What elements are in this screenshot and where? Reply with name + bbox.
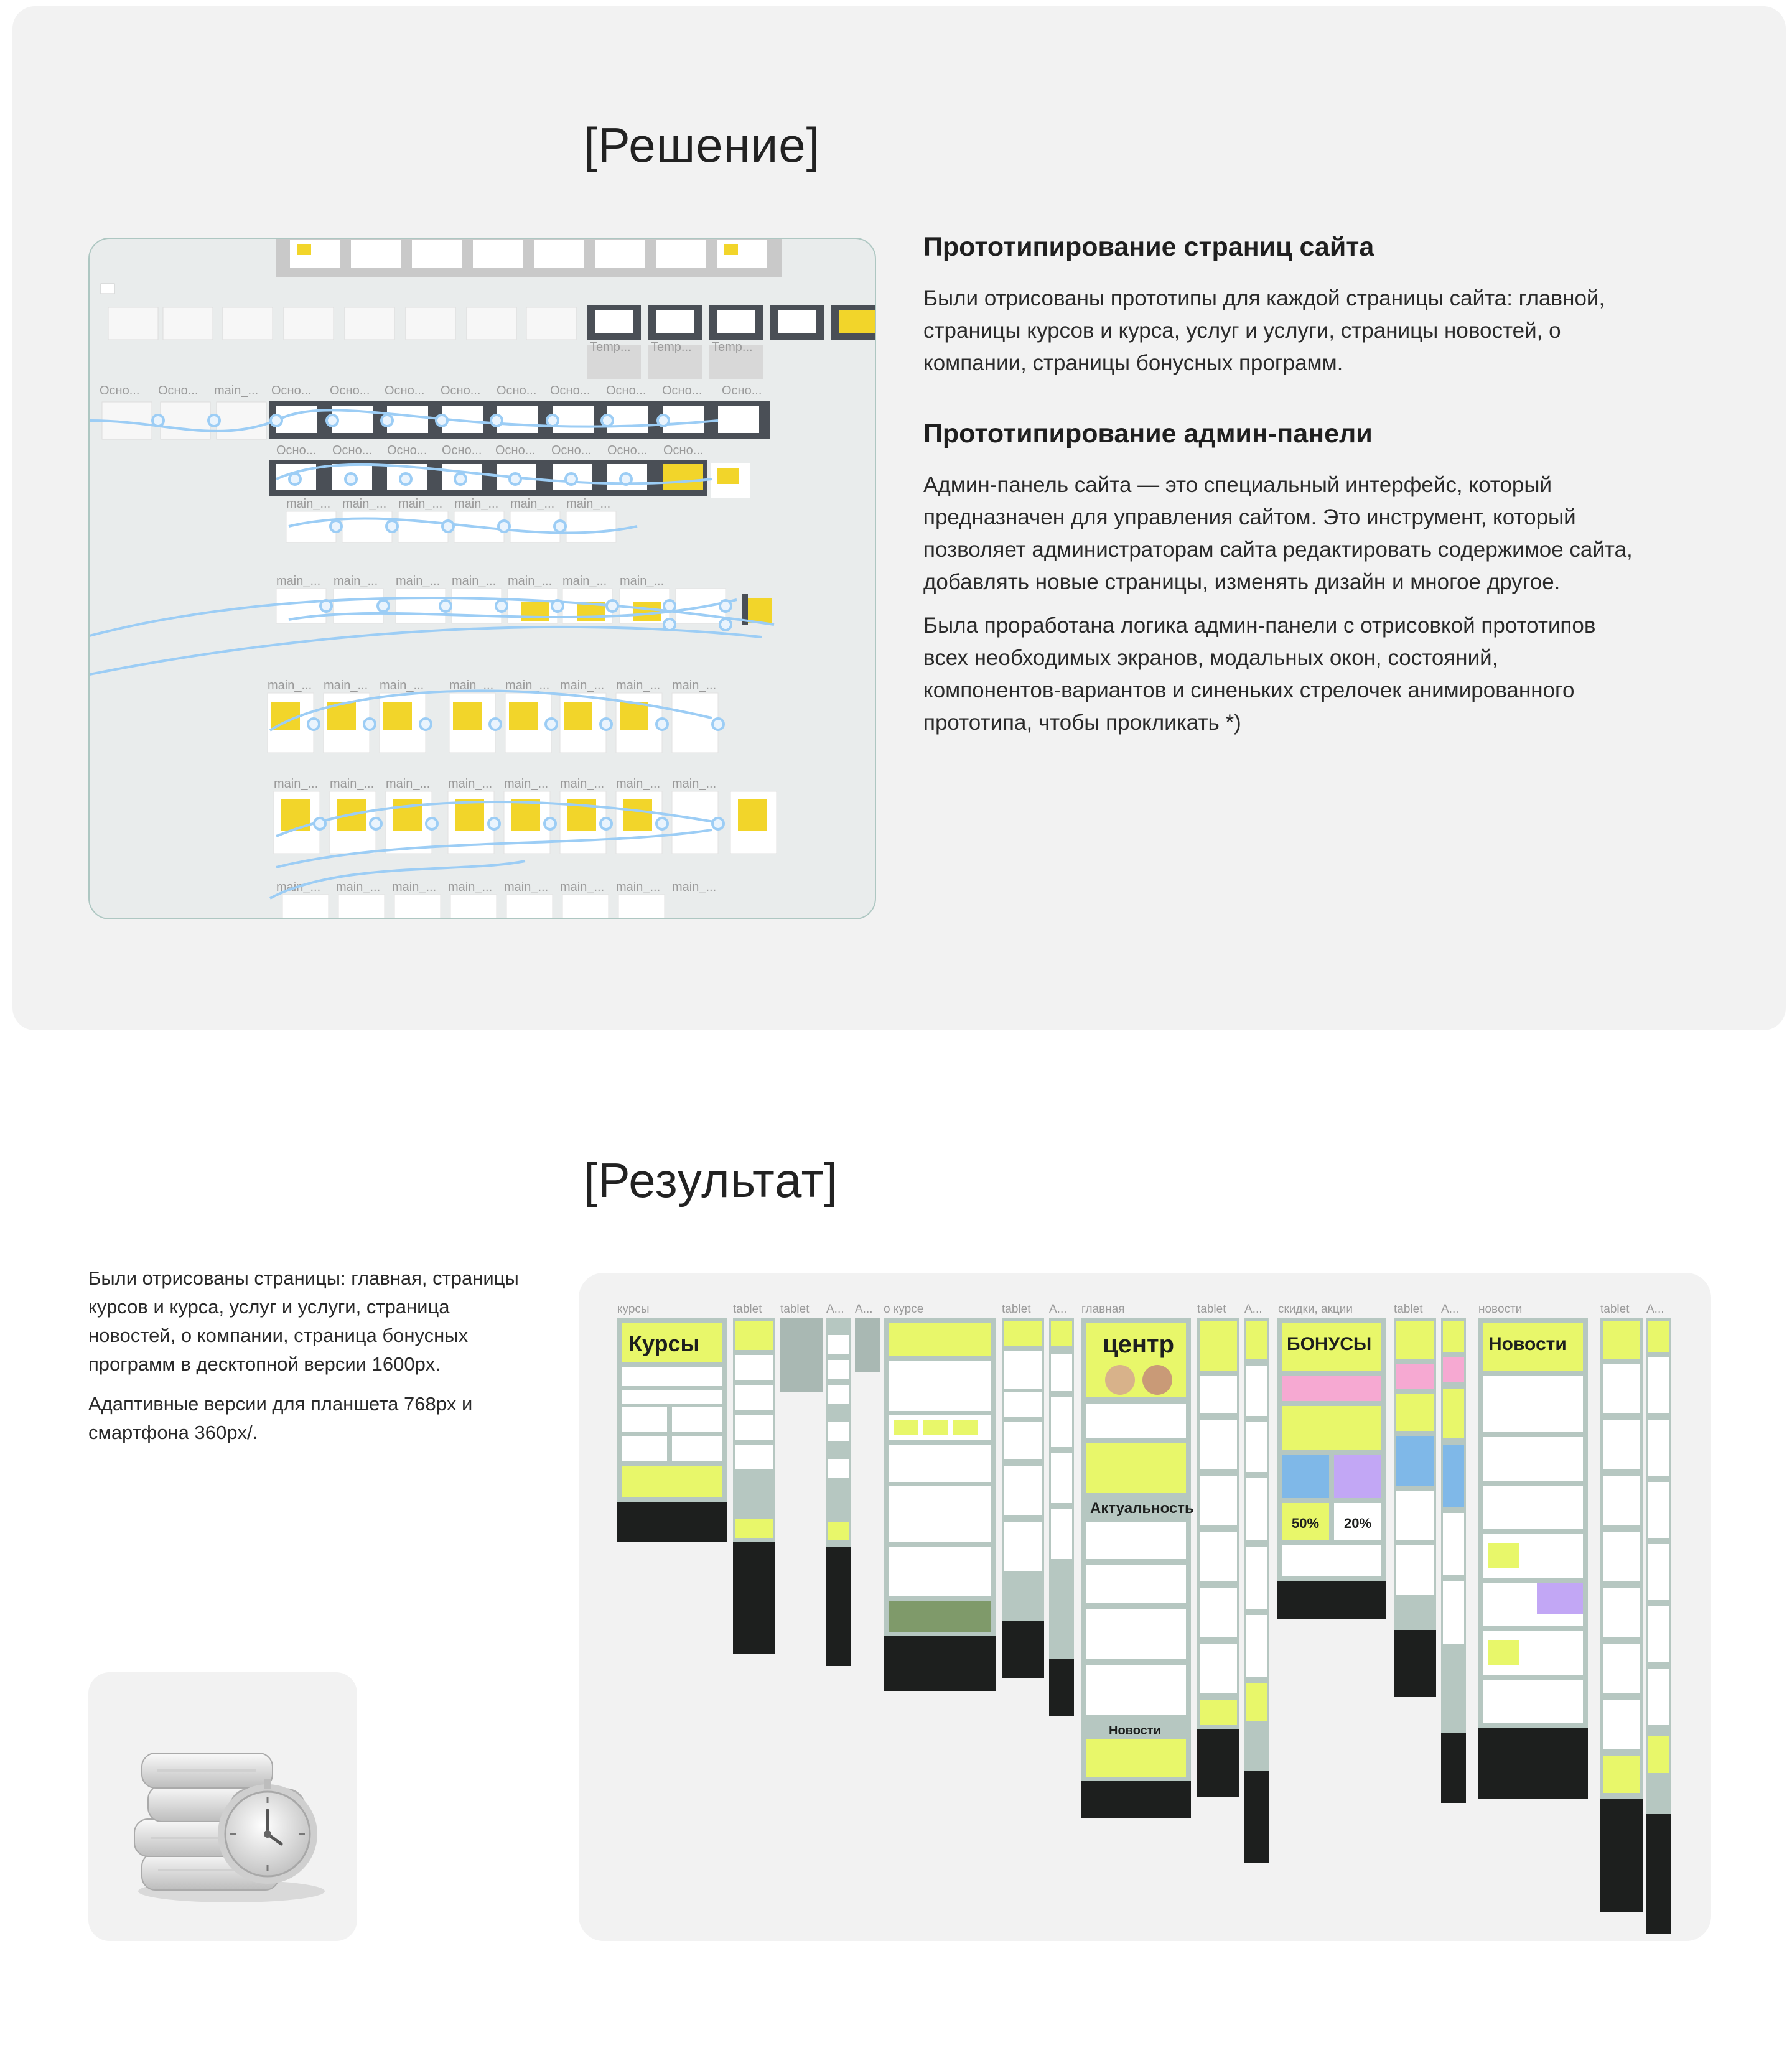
- osno-label: Осно...: [551, 444, 592, 457]
- main-label: main_...: [560, 880, 605, 894]
- page-bonuses-mobile: [1441, 1318, 1466, 1803]
- page-about-mobile: [1049, 1318, 1074, 1716]
- page-main-desktop: [1081, 1318, 1194, 1818]
- main-label: main_...: [560, 679, 605, 692]
- column-label: tablet: [780, 1303, 810, 1316]
- column-label: A...: [1049, 1303, 1067, 1316]
- solution-title: [Решение]: [584, 118, 821, 172]
- page-mobile-placeholder: [855, 1318, 880, 1372]
- admin-prototyping-text-1: Админ-панель сайта — это специальный интерфейс, который предназначен для управления сайтом. Это инструмент, который позволяет администраторам сайта редактировать содержимое сайта, добавлять новые страницы, изменять дизайн и многое другое.: [923, 472, 1633, 594]
- osno-label: Осно...: [158, 384, 198, 398]
- page-news-tablet: [1600, 1318, 1643, 1912]
- main-label: main_...: [562, 574, 607, 588]
- column-label: главная: [1081, 1303, 1125, 1316]
- column-label: курсы: [617, 1303, 650, 1316]
- main-label: main_...: [448, 777, 493, 791]
- page-about-course-desktop: [884, 1318, 996, 1691]
- page-bonuses-desktop: [1277, 1318, 1386, 1619]
- column-label: tablet: [1394, 1303, 1423, 1316]
- temp-label: Temp...: [712, 340, 753, 354]
- main-label: main_...: [276, 880, 321, 894]
- main-label: main_...: [566, 497, 611, 511]
- books-alarm-clock-icon: [88, 1672, 357, 1941]
- page-news-mobile: [1646, 1318, 1671, 1934]
- main-label: main_...: [334, 574, 378, 588]
- column-label: A...: [1646, 1303, 1664, 1316]
- courses-headline: Курсы: [628, 1331, 700, 1356]
- main-label: main_...: [616, 679, 661, 692]
- main-label: main_...: [392, 880, 437, 894]
- main-label: main_...: [672, 777, 717, 791]
- osno-label: Осно...: [607, 444, 648, 457]
- osno-label: Осно...: [663, 444, 704, 457]
- column-label: tablet: [1600, 1303, 1630, 1316]
- temp-label: Temp...: [590, 340, 631, 354]
- column-label: tablet: [1197, 1303, 1226, 1316]
- site-prototyping-block: [923, 231, 1639, 379]
- page-courses-desktop: [617, 1318, 727, 1542]
- main-label: main_...: [448, 880, 493, 894]
- main-label: main_...: [672, 880, 717, 894]
- main-label: main_...: [508, 574, 553, 588]
- main-label: main_...: [324, 679, 368, 692]
- page-bonuses-tablet: [1394, 1318, 1436, 1697]
- column-label: новости: [1478, 1303, 1523, 1316]
- percent-badge: 50%: [1292, 1515, 1320, 1531]
- main-label: main_...: [504, 777, 549, 791]
- page-main-mobile: [1244, 1318, 1269, 1863]
- result-title: [Результат]: [584, 1153, 839, 1208]
- osno-label: Осно...: [606, 384, 646, 398]
- main-label: main_...: [449, 679, 494, 692]
- osno-label: Осно...: [442, 444, 482, 457]
- column-label: A...: [855, 1303, 873, 1316]
- main-label: main_...: [560, 777, 605, 791]
- site-prototyping-text: Были отрисованы прототипы для каждой страницы сайта: главной, страницы курсов и курса, услуг и услуги, страницы новостей, о компании, страницы бонусных программ.: [923, 286, 1605, 375]
- column-label: A...: [826, 1303, 844, 1316]
- main-label: main_...: [396, 574, 441, 588]
- pages-mosaic: [579, 1273, 1711, 1941]
- main-label: main_...: [380, 679, 424, 692]
- main-label: main_...: [286, 497, 331, 511]
- column-label: tablet: [733, 1303, 762, 1316]
- main-label: main_...: [386, 777, 431, 791]
- column-label: tablet: [1002, 1303, 1031, 1316]
- main-label: main_...: [620, 574, 665, 588]
- main-label: main_...: [616, 880, 661, 894]
- osno-label: Осно...: [332, 444, 373, 457]
- site-prototyping-heading: Прототипирование страниц сайта: [923, 232, 1374, 262]
- percent-badge: 20%: [1344, 1515, 1372, 1531]
- osno-label: Осно...: [441, 384, 481, 398]
- osno-label: Осно...: [722, 384, 762, 398]
- main-label: main_...: [672, 679, 717, 692]
- actuality-headline: Актуальность: [1090, 1500, 1194, 1517]
- page-about-tablet: [1002, 1318, 1044, 1678]
- main-label: main_...: [504, 880, 549, 894]
- main-label: main_...: [510, 497, 555, 511]
- admin-prototyping-heading: Прототипирование админ-панели: [923, 419, 1373, 449]
- temp-label: Temp...: [651, 340, 692, 354]
- column-label: A...: [1244, 1303, 1262, 1316]
- center-headline: центр: [1103, 1331, 1175, 1358]
- osno-label: Осно...: [550, 384, 590, 398]
- osno-label: Осно...: [330, 384, 370, 398]
- dark-frames-row-3: [269, 401, 770, 439]
- main-label: main_...: [214, 384, 259, 398]
- osno-label: Осно...: [387, 444, 427, 457]
- page-courses-tablet: [733, 1318, 775, 1654]
- main-label: main_...: [330, 777, 375, 791]
- prototype-canvas-preview[interactable]: [88, 238, 876, 919]
- osno-label: Осно...: [662, 384, 702, 398]
- result-text-1: Были отрисованы страницы: главная, страницы курсов и курса, услуг и услуги, страница новостей, о компании, страница бонусных программ в десктопной версии 1600px.: [88, 1267, 519, 1375]
- osno-label: Осно...: [495, 444, 536, 457]
- column-label: о курсе: [884, 1303, 924, 1316]
- admin-prototyping-block: [923, 418, 1639, 739]
- main-label: main_...: [505, 679, 550, 692]
- osno-label: Осно...: [385, 384, 425, 398]
- bonuses-headline: БОНУСЫ: [1287, 1334, 1372, 1354]
- page-courses-mobile: [826, 1318, 851, 1666]
- osno-label: Осно...: [100, 384, 140, 398]
- osno-label: Осно...: [276, 444, 317, 457]
- column-label: A...: [1441, 1303, 1459, 1316]
- news-headline: Новости: [1488, 1334, 1567, 1354]
- result-description: [88, 1264, 524, 1447]
- column-label: скидки, акции: [1278, 1303, 1353, 1316]
- main-label: main_...: [452, 574, 497, 588]
- page-tablet-placeholder: [780, 1318, 823, 1392]
- osno-label: Осно...: [497, 384, 537, 398]
- main-label: main_...: [276, 574, 321, 588]
- news-small-headline: Новости: [1109, 1724, 1161, 1738]
- admin-prototyping-text-2: Была проработана логика админ-панели с отрисовкой прототипов всех необходимых экранов, модальных окон, состояний, компонентов-вариантов и синеньких стрелочек анимированного прототипа, чтобы прокликать *): [923, 613, 1596, 735]
- decor-card: [88, 1672, 357, 1941]
- main-label: main_...: [268, 679, 312, 692]
- osno-label: Осно...: [271, 384, 312, 398]
- prototype-flow-diagram: [90, 239, 875, 918]
- page-news-desktop: [1478, 1318, 1588, 1799]
- main-label: main_...: [274, 777, 319, 791]
- main-label: main_...: [616, 777, 661, 791]
- main-label: main_...: [342, 497, 387, 511]
- result-pages-preview[interactable]: [579, 1273, 1711, 1941]
- main-label: main_...: [336, 880, 381, 894]
- main-label: main_...: [398, 497, 443, 511]
- result-text-2: Адаптивные версии для планшета 768px и смартфона 360px/.: [88, 1393, 473, 1443]
- page-main-tablet: [1197, 1318, 1239, 1797]
- main-label: main_...: [454, 497, 499, 511]
